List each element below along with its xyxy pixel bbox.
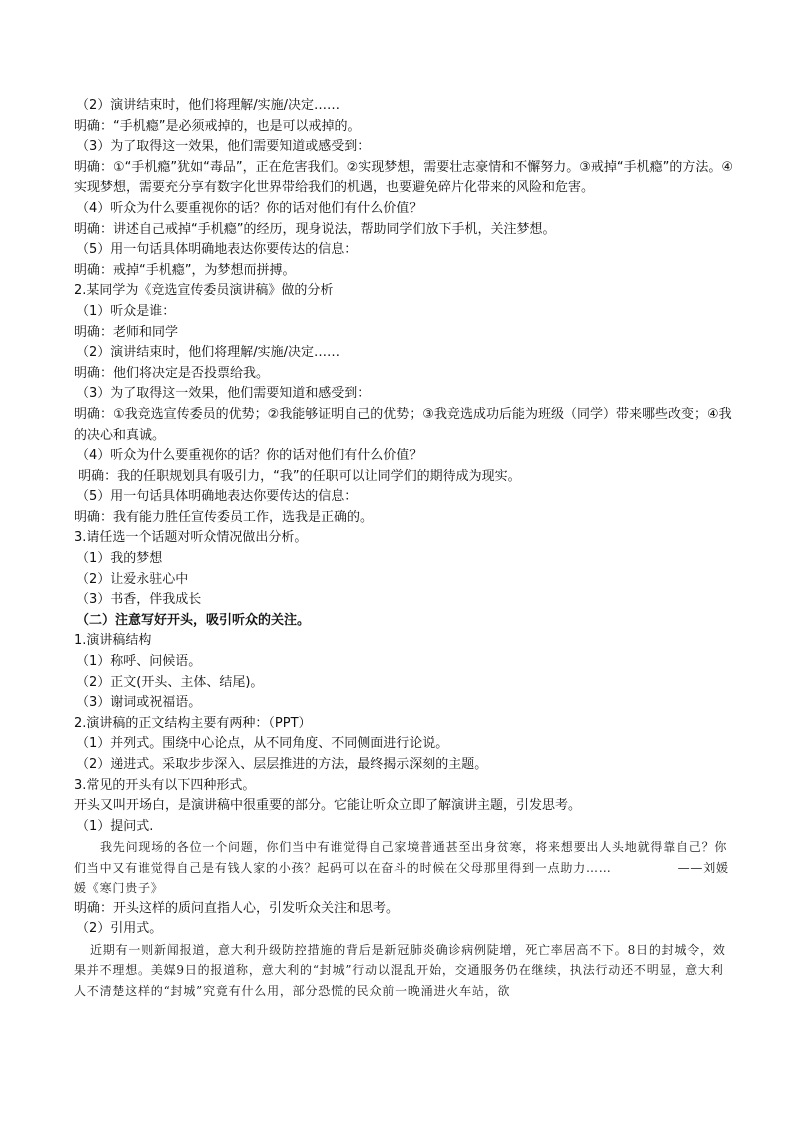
answer-line: 明确：他们将决定是否投票给我。 — [74, 365, 270, 381]
part-heading: （二）注意写好开头，吸引听众的关注。 — [76, 612, 311, 628]
topic-item: （2）让爱永驻心中 — [76, 571, 189, 587]
list-item: （1）提问式. — [76, 818, 154, 834]
list-item: （1）并列式。围绕中心论点，从不同角度、不同侧面进行论说。 — [76, 736, 449, 752]
question-line: （4）听众为什么要重视你的话？你的话对他们有什么价值？ — [76, 200, 423, 216]
answer-line: 明确：我有能力胜任宣传委员工作，选我是正确的。 — [74, 509, 374, 525]
section-heading: 3.请任选一个话题对听众情况做出分析。 — [74, 530, 308, 546]
question-line: （5）用一句话具体明确地表达你要传达的信息： — [76, 242, 358, 258]
example-news-paragraph: 近期有一则新闻报道，意大利升级防控措施的背后是新冠肺炎确诊病例陡增，死亡率居高不下。8日的封城令，效果并不理想。美媒9日的报道称，意大利的“封城”行动以混乱开始，交通服务仍在继续，执法行动还不明显，意大利人不清楚这样的“封城”究竟有什么用，部分恐慌的民众前一晚涌进火车站，欲 — [74, 942, 726, 998]
question-line: （2）演讲结束时，他们将理解/实施/决定…… — [76, 345, 341, 361]
example-quote-source: ——刘媛媛《寒门贵子》 — [74, 860, 729, 896]
answer-paragraph: 明确：①“手机瘾”犹如“毒品”，正在危害我们。②实现梦想，需要壮志豪情和不懈努力。③戒掉“手机瘾”的方法。④实现梦想，需要充分享有数字化世界带给我们的机遇，也要避免碎片化带来的风险和危害。 — [74, 159, 734, 196]
question-line: （5）用一句话具体明确地表达你要传达的信息： — [76, 489, 358, 505]
answer-paragraph: 明确：①我竞选宣传委员的优势；②我能够证明自己的优势；③我竞选成功后能为班级（同学）带来哪些改变；④我的决心和真诚。 — [74, 406, 732, 443]
section-heading: 1.演讲稿结构 — [74, 633, 152, 649]
question-line: （1）听众是谁： — [76, 303, 176, 319]
answer-line: 明确：讲述自己戒掉“手机瘾”的经历，现身说法，帮助同学们放下手机，关注梦想。 — [74, 221, 556, 237]
list-item: （1）称呼、问候语。 — [76, 654, 202, 670]
question-line: （3）为了取得这一效果，他们需要知道和感受到： — [76, 386, 371, 402]
answer-line: 明确：开头这样的质问直指人心，引发听众关注和思考。 — [74, 900, 400, 916]
section-heading: 2.演讲稿的正文结构主要有两种：（PPT） — [74, 715, 312, 731]
section-heading: 2.某同学为《竞选宣传委员演讲稿》做的分析 — [74, 283, 334, 299]
example-quote-text: 我先问现场的各位一个问题，你们当中有谁觉得自己家境普通甚至出身贫寒，将来想要出人头地就得靠自己？你们当中又有谁觉得自己是有钱人家的小孩？起码可以在奋斗的时候在父母那里得到一点助力…… — [74, 840, 728, 875]
question-line: （3）为了取得这一效果，他们需要知道或感受到： — [76, 139, 371, 155]
body-text: 开头又叫开场白，是演讲稿中很重要的部分。它能让听众立即了解演讲主题，引发思考。 — [74, 798, 582, 814]
topic-item: （1）我的梦想 — [76, 551, 163, 567]
answer-line: 明确：戒掉“手机瘾”，为梦想而拼搏。 — [74, 262, 296, 278]
list-item: （2）正文(开头、主体、结尾)。 — [76, 674, 264, 690]
answer-line: 明确：我的任职规划具有吸引力，“我”的任职可以让同学们的期待成为现实。 — [74, 468, 521, 484]
question-line: （2）演讲结束时，他们将理解/实施/决定…… — [76, 98, 341, 113]
document-body — [74, 96, 734, 1001]
section-heading: 3.常见的开头有以下四种形式。 — [74, 777, 256, 793]
example-quote — [74, 837, 734, 898]
list-item: （3）谢词或祝福语。 — [76, 695, 202, 711]
answer-line: 明确：“手机瘾”是必须戒掉的，也是可以戒掉的。 — [74, 118, 361, 134]
answer-line: 明确：老师和同学 — [74, 324, 179, 340]
topic-item: （3）书香，伴我成长 — [76, 592, 202, 608]
question-line: （4）听众为什么要重视你的话？你的话对他们有什么价值？ — [76, 448, 423, 464]
list-item: （2）引用式。 — [76, 921, 163, 937]
list-item: （2）递进式。采取步步深入、层层推进的方法，最终揭示深刻的主题。 — [76, 757, 488, 772]
